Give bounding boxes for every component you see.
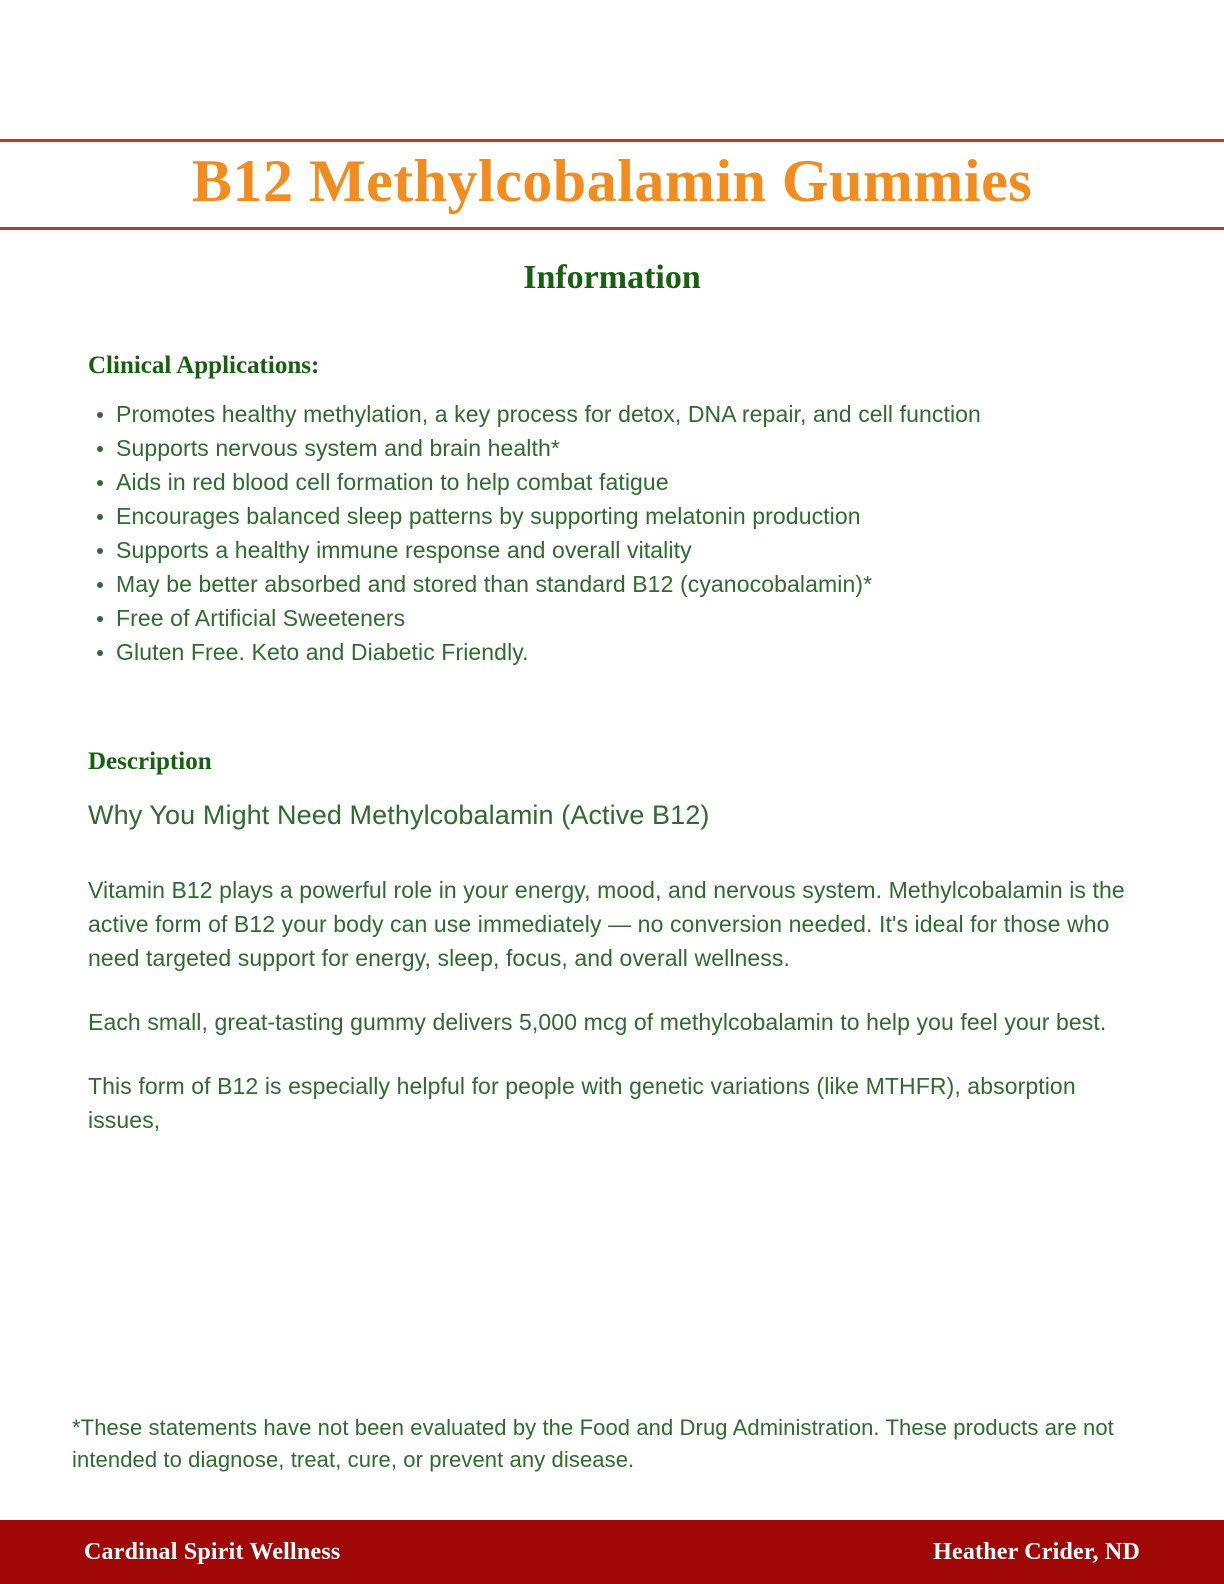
- footer-company-name: Cardinal Spirit Wellness: [84, 1538, 341, 1565]
- page-whitespace: [0, 1263, 1224, 1390]
- clinical-applications-list: [88, 397, 1146, 669]
- footer-author-name: Heather Crider, ND: [933, 1538, 1140, 1565]
- document-body: [0, 299, 1224, 1263]
- list-item: Supports a healthy immune response and overall vitality: [88, 533, 1146, 567]
- document-footer: [0, 1520, 1224, 1584]
- description-paragraph: Each small, great-tasting gummy delivers 5,000 mcg of methylcobalamin to help you feel your best.: [88, 1008, 1107, 1035]
- fda-disclaimer: *These statements have not been evaluated by the Food and Drug Administration. These products are not intended to diagnose, treat, cure, or prevent any disease.: [72, 1415, 1114, 1473]
- document-header: [0, 139, 1224, 230]
- list-item: Encourages balanced sleep patterns by supporting melatonin production: [88, 499, 1146, 533]
- section-heading-information: Information: [523, 259, 701, 296]
- clinical-applications-heading: Clinical Applications:: [88, 351, 320, 379]
- page-title: B12 Methylcobalamin Gummies: [191, 148, 1033, 214]
- description-paragraph: This form of B12 is especially helpful for people with genetic variations (like MTHFR), absorption issues,: [88, 1072, 1076, 1133]
- header-rule-bottom: [0, 227, 1224, 230]
- description-subheading: Why You Might Need Methylcobalamin (Active B12): [88, 799, 710, 830]
- list-item: Gluten Free. Keto and Diabetic Friendly.: [88, 635, 1146, 669]
- list-item: Aids in red blood cell formation to help combat fatigue: [88, 465, 1146, 499]
- description-heading: Description: [88, 747, 212, 775]
- list-item: Supports nervous system and brain health*: [88, 431, 1146, 465]
- list-item: May be better absorbed and stored than standard B12 (cyanocobalamin)*: [88, 567, 1146, 601]
- list-item: Promotes healthy methylation, a key process for detox, DNA repair, and cell function: [88, 397, 1146, 431]
- description-paragraph: Vitamin B12 plays a powerful role in your energy, mood, and nervous system. Methylcobalamin is the active form of B12 your body can use immediately — no conversion needed. It's ideal for those who need targeted support for energy, sleep, focus, and overall wellness.: [88, 876, 1125, 971]
- title-band: [0, 142, 1224, 227]
- list-item: Free of Artificial Sweeteners: [88, 601, 1146, 635]
